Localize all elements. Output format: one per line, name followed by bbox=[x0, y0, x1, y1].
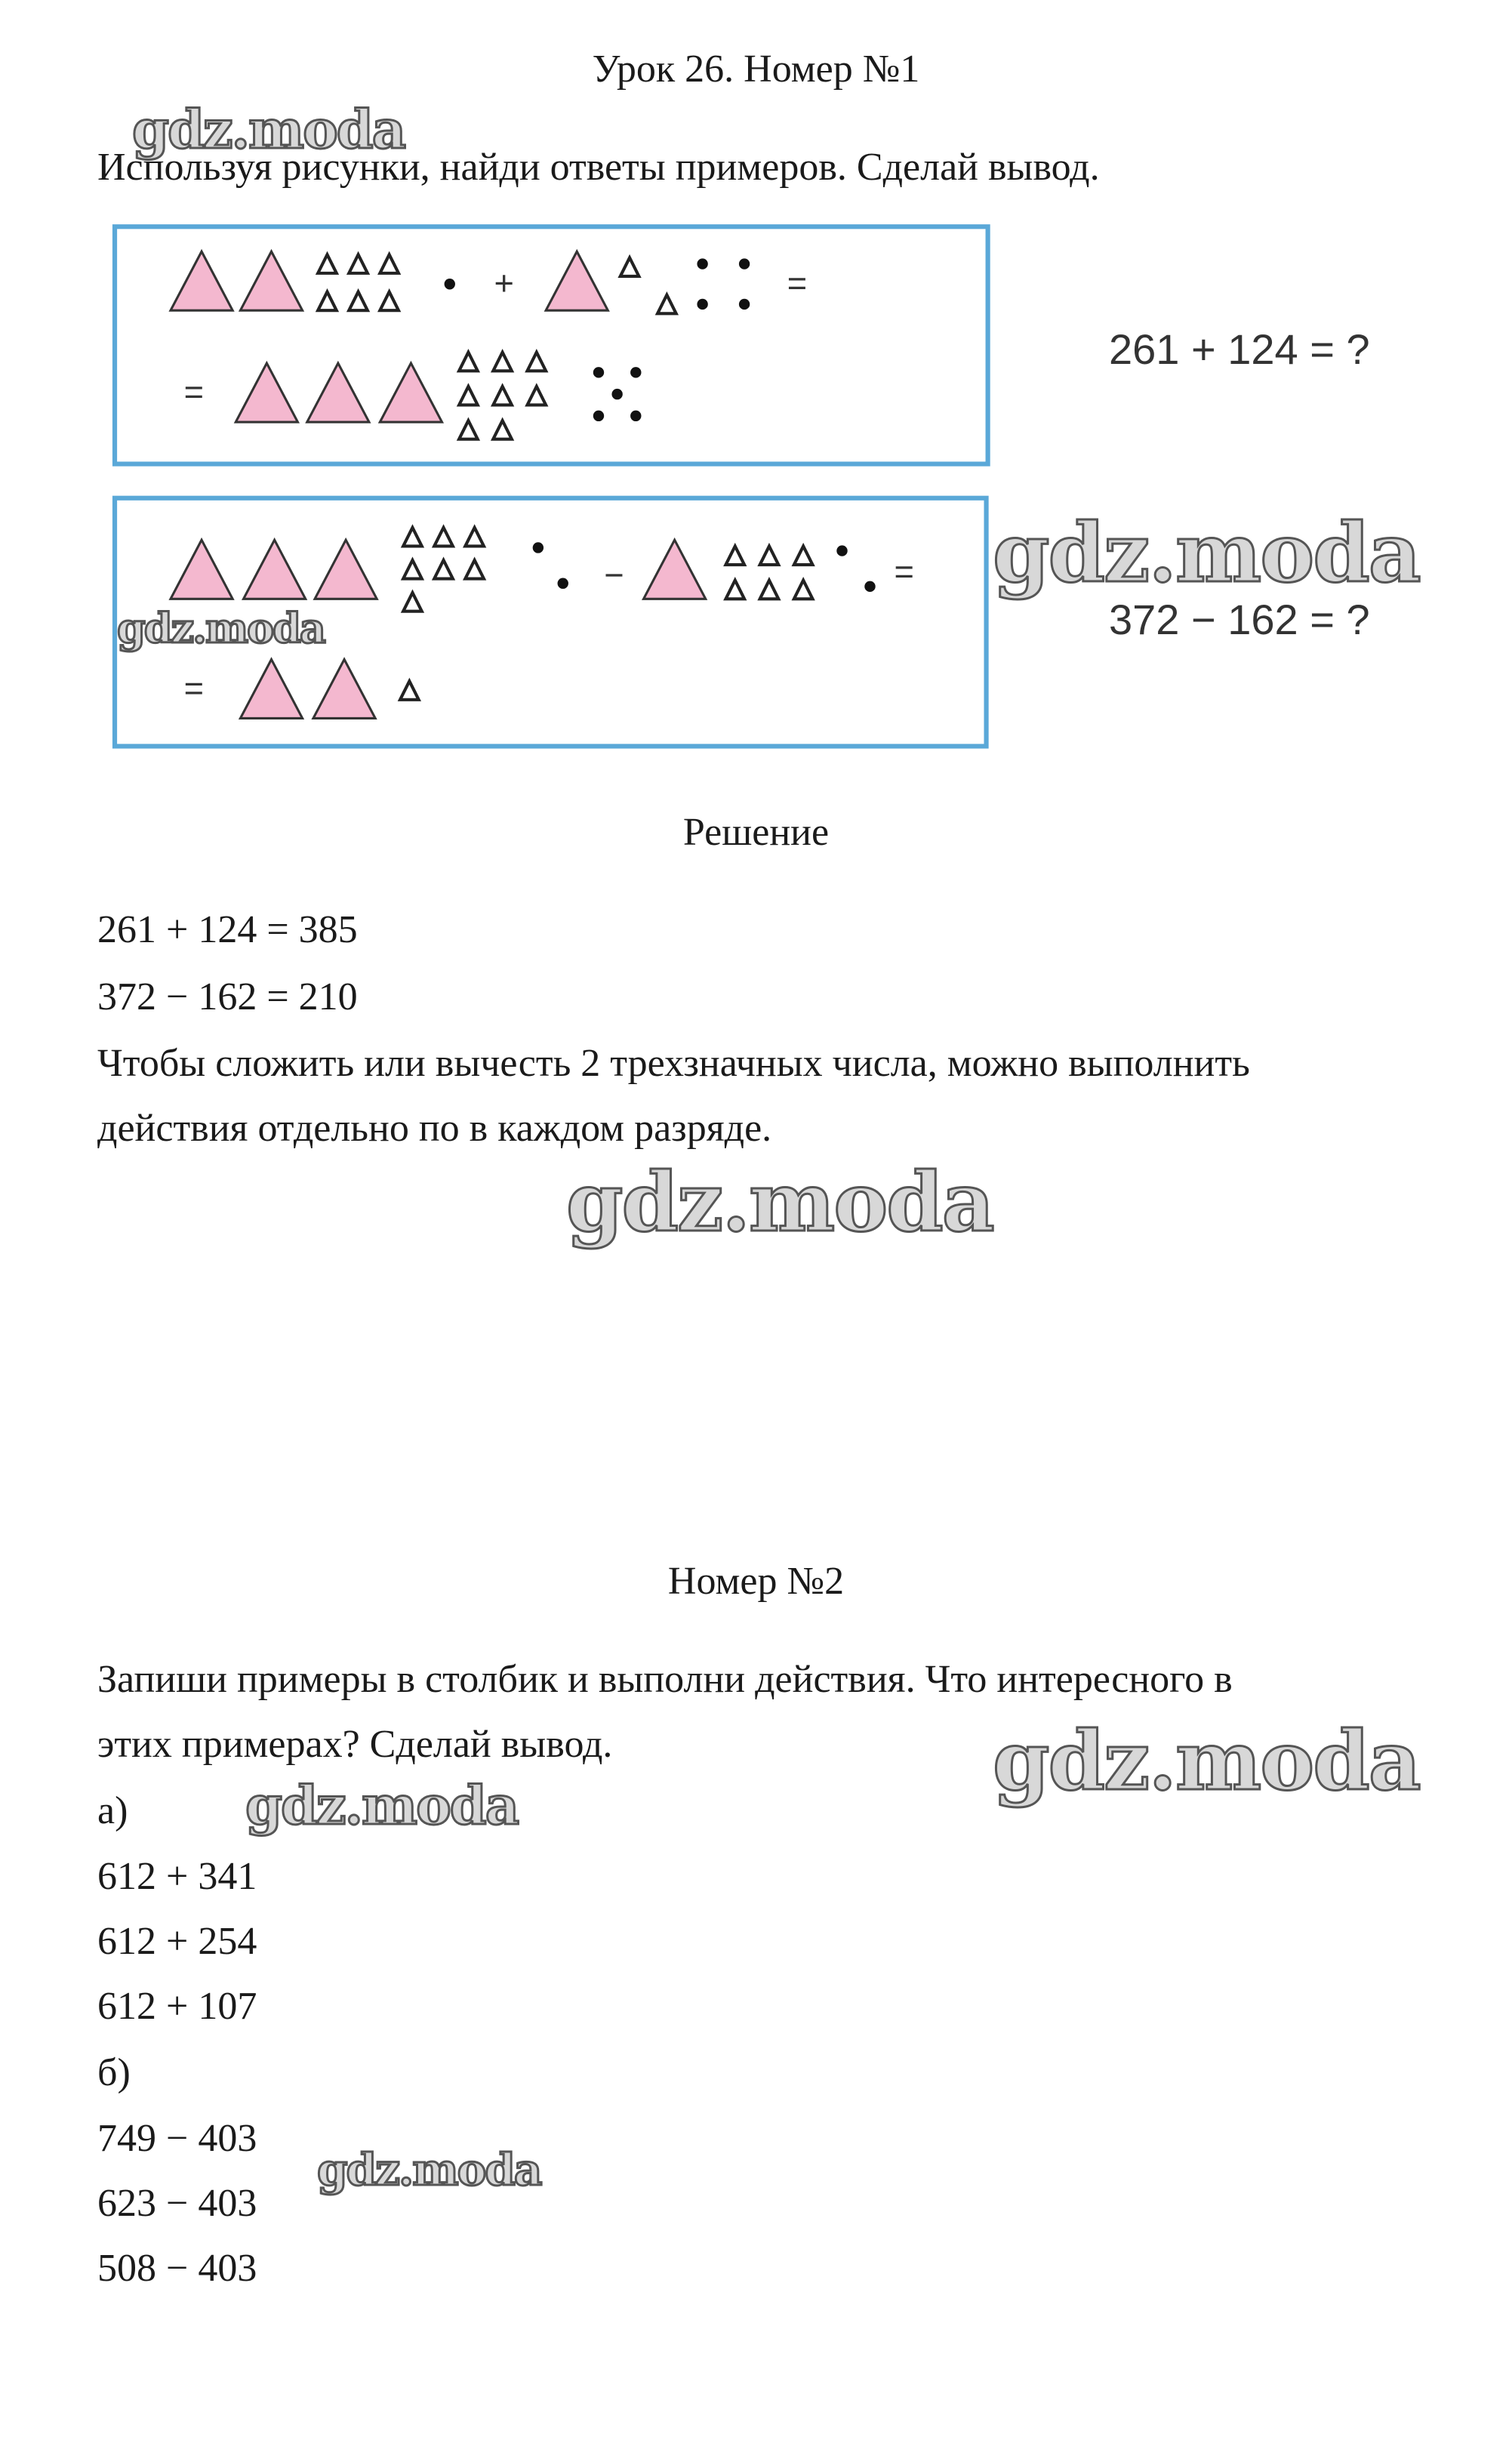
operator-sign: = bbox=[894, 552, 914, 591]
ten-triangle bbox=[527, 387, 546, 405]
operator-sign: + bbox=[494, 263, 514, 303]
watermark: gdz.moda bbox=[117, 604, 325, 652]
example-line: 749 − 403 bbox=[97, 2117, 257, 2160]
ten-triangle bbox=[380, 254, 399, 273]
hundred-triangle bbox=[644, 540, 706, 599]
ten-triangle bbox=[760, 581, 779, 599]
watermark: gdz.moda bbox=[317, 2144, 541, 2195]
unit-dot bbox=[533, 542, 544, 553]
ten-triangle bbox=[794, 546, 813, 565]
ten-triangle bbox=[318, 292, 337, 311]
example-line: 612 + 254 bbox=[97, 1920, 257, 1963]
hundred-triangle bbox=[244, 540, 306, 599]
task2-text: Запиши примеры в столбик и выполни действия. Что интересного в bbox=[97, 1658, 1233, 1701]
hundred-triangle bbox=[240, 659, 302, 718]
ten-triangle bbox=[725, 546, 744, 565]
ten-triangle bbox=[493, 387, 512, 405]
operator-sign: = bbox=[183, 668, 204, 707]
ten-triangle bbox=[760, 546, 779, 565]
unit-dot bbox=[739, 299, 750, 310]
solution-line: действия отдельно по в каждом разряде. bbox=[97, 1107, 772, 1150]
example-2: 372 − 162 = ? bbox=[1109, 596, 1370, 643]
ten-triangle bbox=[493, 353, 512, 371]
hundred-triangle bbox=[315, 540, 377, 599]
figure-box-addition bbox=[115, 226, 988, 464]
watermark: gdz.moda bbox=[566, 1155, 993, 1250]
ten-triangle bbox=[725, 581, 744, 599]
ten-triangle bbox=[403, 528, 422, 547]
example-line: 612 + 341 bbox=[97, 1855, 257, 1898]
ten-triangle bbox=[794, 581, 813, 599]
ten-triangle bbox=[459, 421, 478, 439]
solution-line: 261 + 124 = 385 bbox=[97, 908, 358, 951]
operator-sign: = bbox=[183, 372, 204, 411]
ten-triangle bbox=[434, 560, 453, 579]
ten-triangle bbox=[657, 295, 676, 314]
operator-sign: = bbox=[787, 263, 808, 303]
example-line: 612 + 107 bbox=[97, 1985, 257, 2028]
ten-triangle bbox=[318, 254, 337, 273]
unit-dot bbox=[593, 411, 604, 421]
solution-line: Чтобы сложить или вычесть 2 трехзначных числа, можно выполнить bbox=[97, 1042, 1250, 1085]
page-title: Урок 26. Номер №1 bbox=[592, 48, 920, 91]
unit-dot bbox=[864, 581, 875, 592]
watermark: gdz.moda bbox=[993, 506, 1420, 601]
ten-triangle bbox=[434, 528, 453, 547]
watermark: gdz.moda bbox=[132, 98, 405, 161]
operator-sign: − bbox=[604, 555, 624, 594]
hundred-triangle bbox=[313, 659, 375, 718]
hundred-triangle bbox=[236, 363, 297, 422]
unit-dot bbox=[630, 367, 641, 377]
ten-triangle bbox=[349, 292, 368, 311]
ten-triangle bbox=[527, 353, 546, 371]
unit-dot bbox=[697, 258, 707, 269]
unit-dot bbox=[836, 545, 847, 556]
hundred-triangle bbox=[546, 251, 608, 310]
example-line: 508 − 403 bbox=[97, 2247, 257, 2290]
example-1: 261 + 124 = ? bbox=[1109, 325, 1370, 373]
part-a-label: а) bbox=[97, 1789, 128, 1832]
ten-triangle bbox=[621, 257, 639, 276]
watermark: gdz.moda bbox=[993, 1714, 1420, 1809]
unit-dot bbox=[593, 367, 604, 377]
hundred-triangle bbox=[307, 363, 369, 422]
ten-triangle bbox=[349, 254, 368, 273]
part-b-label: б) bbox=[97, 2051, 131, 2094]
ten-triangle bbox=[459, 387, 478, 405]
unit-dot bbox=[697, 299, 707, 310]
solution-line: 372 − 162 = 210 bbox=[97, 975, 358, 1018]
hundred-triangle bbox=[380, 363, 442, 422]
unit-dot bbox=[630, 411, 641, 421]
ten-triangle bbox=[380, 292, 399, 311]
unit-dot bbox=[739, 258, 750, 269]
task2-text: этих примерах? Сделай вывод. bbox=[97, 1723, 613, 1766]
unit-dot bbox=[611, 389, 622, 399]
hundred-triangle bbox=[171, 540, 232, 599]
unit-dot bbox=[558, 578, 568, 589]
ten-triangle bbox=[403, 593, 422, 612]
hundred-triangle bbox=[171, 251, 232, 310]
ten-triangle bbox=[465, 560, 484, 579]
example-line: 623 − 403 bbox=[97, 2182, 257, 2225]
ten-triangle bbox=[403, 560, 422, 579]
task1-text: Используя рисунки, найди ответы примеров. Сделай вывод. bbox=[97, 146, 1100, 189]
hundred-triangle bbox=[240, 251, 302, 310]
task2-heading: Номер №2 bbox=[667, 1560, 845, 1603]
ten-triangle bbox=[493, 421, 512, 439]
ten-triangle bbox=[459, 353, 478, 371]
ten-triangle bbox=[465, 528, 484, 547]
ten-triangle bbox=[400, 681, 419, 700]
unit-dot bbox=[445, 279, 455, 289]
watermark: gdz.moda bbox=[245, 1774, 519, 1837]
solution-heading: Решение bbox=[682, 811, 830, 854]
